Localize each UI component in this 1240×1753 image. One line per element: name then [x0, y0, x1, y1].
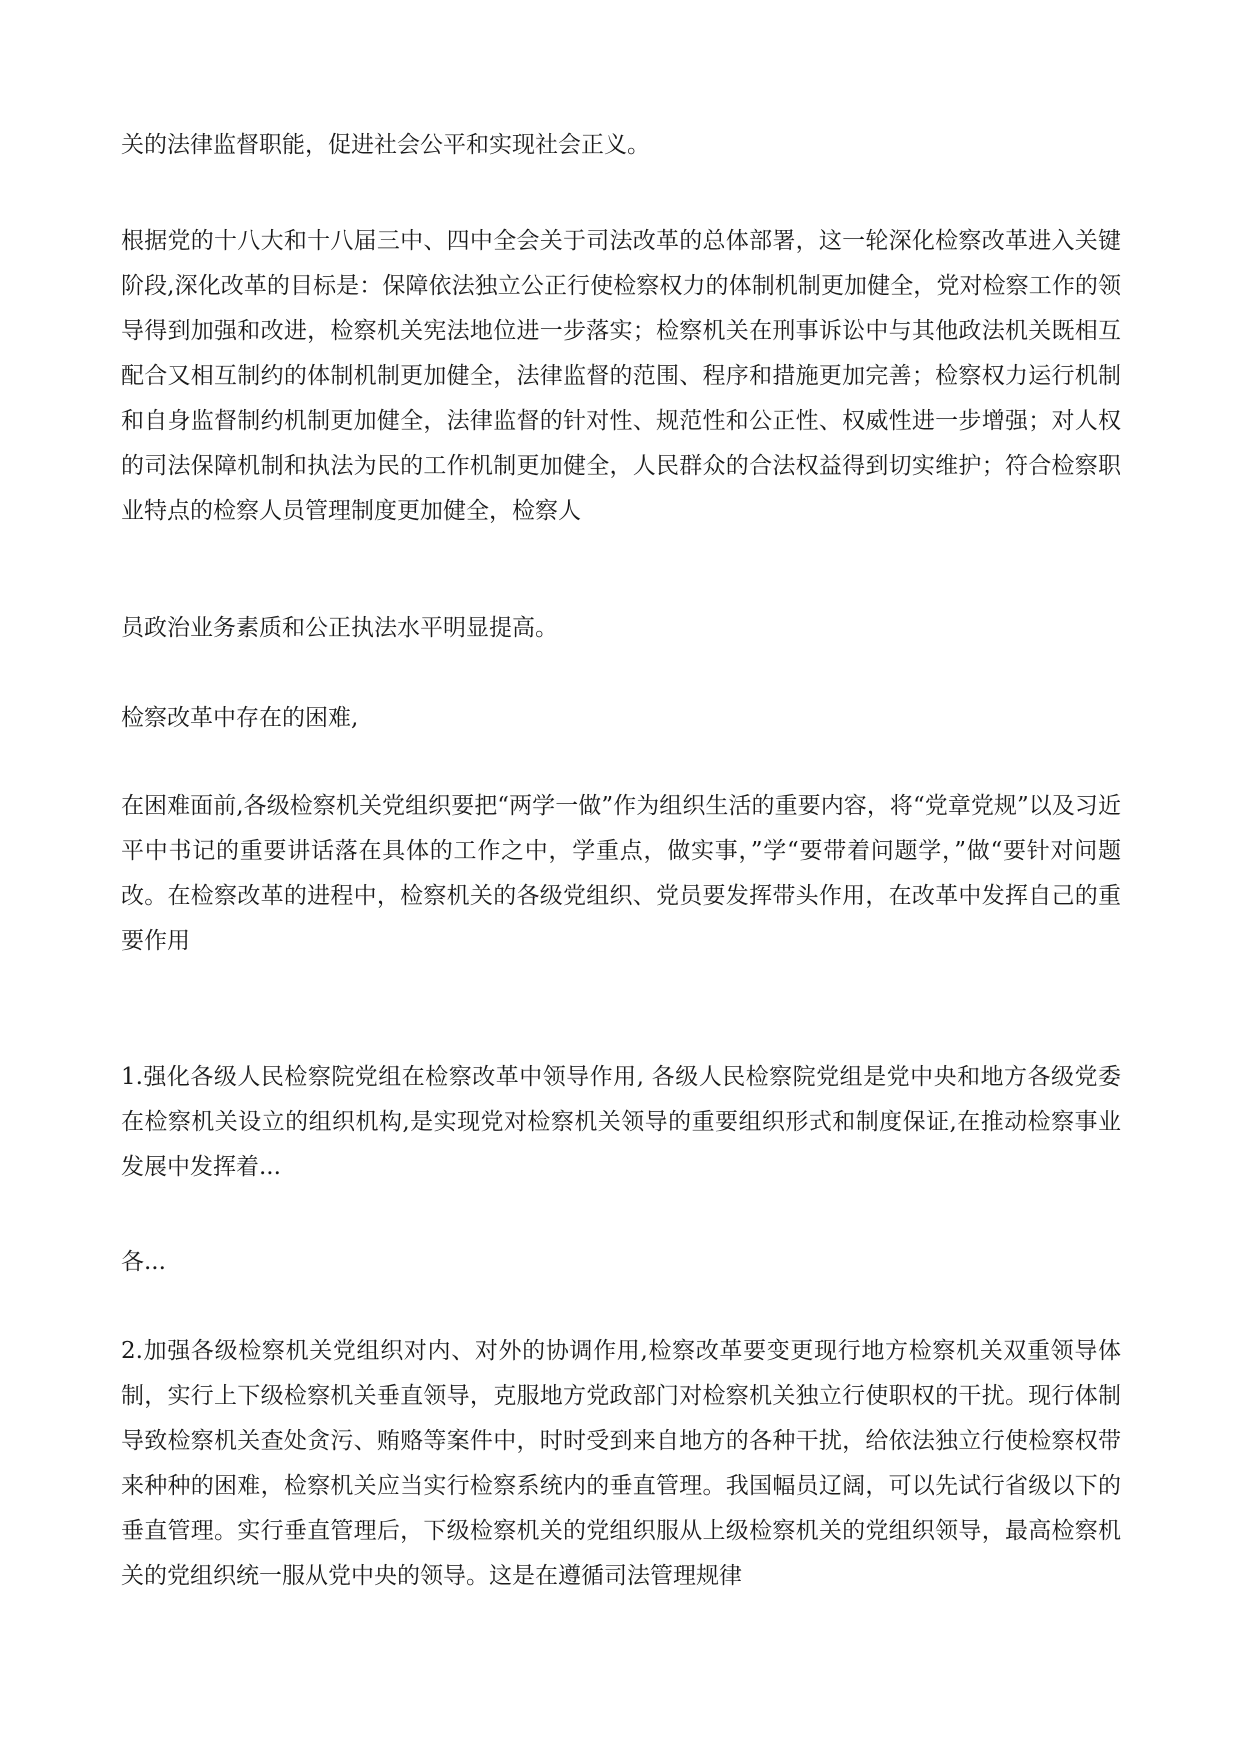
paragraph-reform-goals-end: 员政治业务素质和公正执法水平明显提高。 [121, 615, 558, 641]
paragraph-point-2: 2.加强各级检察机关党组织对内、对外的协调作用,检察改革要变更现行地方检察机关双重领导体制，实行上下级检察机关垂直领导，克服地方党政部门对检察机关独立行使职权的干扰。现行体制导致检察机关查处贪污、贿赂等案件中，时时受到来自地方的各种干扰，给依法独立行使检察权带来种种的困难，检察机关应当实行检察系统内的垂直管理。我国幅员辽阔，可以先试行省级以下的垂直管理。实行垂直管理后，下级检察机关的党组织服从上级检察机关的党组织领导，最高检察机关的党组织统一服从党中央的领导。这是在遵循司法管理规律 [121, 1338, 1121, 1589]
paragraph-two-studies: 在困难面前,各级检察机关党组织要把“两学一做”作为组织生活的重要内容，将“党章党规”以及习近平中书记的重要讲话落在具体的工作之中，学重点，做实事，”学“要带着问题学，”做“要针对问题改。在检察改革的进程中，检察机关的各级党组织、党员要发挥带头作用，在改革中发挥自己的重要作用 [121, 793, 1121, 954]
paragraph-point-1: 1.强化各级人民检察院党组在检察改革中领导作用, 各级人民检察院党组是党中央和地方各级党委在检察机关设立的组织机构,是实现党对检察机关领导的重要组织形式和制度保证,在推动检察事业发展中发挥着... [121, 1064, 1121, 1180]
paragraph-continuation: 关的法律监督职能，促进社会公平和实现社会正义。 [121, 132, 650, 158]
paragraph-difficulties-heading: 检察改革中存在的困难, [121, 705, 359, 731]
paragraph-reform-goals: 根据党的十八大和十八届三中、四中全会关于司法改革的总体部署，这一轮深化检察改革进入关键阶段,深化改革的目标是：保障依法独立公正行使检察权力的体制机制更加健全，党对检察工作的领导得到加强和改进，检察机关宪法地位进一步落实；检察机关在刑事诉讼中与其他政法机关既相互配合又相互制约的体制机制更加健全，法律监督的范围、程序和措施更加完善；检察权力运行机制和自身监督制约机制更加健全，法律监督的针对性、规范性和公正性、权威性进一步增强；对人权的司法保障机制和执法为民的工作机制更加健全，人民群众的合法权益得到切实维护；符合检察职业特点的检察人员管理制度更加健全，检察人 [121, 228, 1121, 524]
paragraph-ellipsis: 各... [121, 1249, 166, 1275]
